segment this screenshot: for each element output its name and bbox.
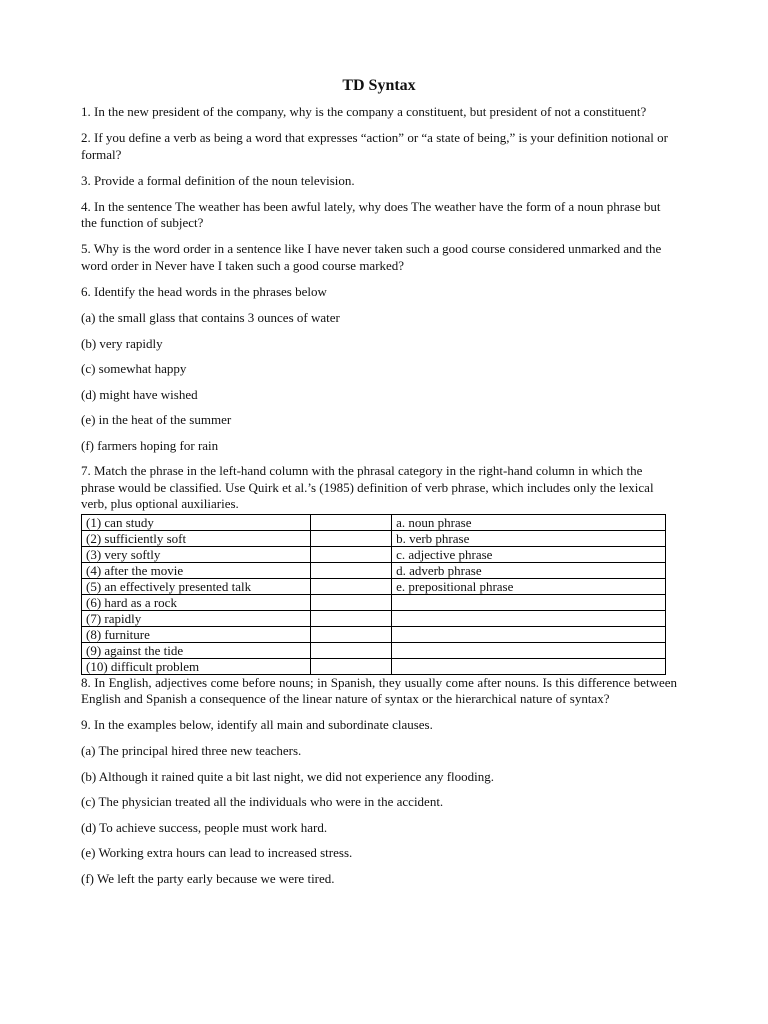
question-9-item-b: (b) Although it rained quite a bit last night, we did not experience any flooding. <box>81 768 495 784</box>
question-9-prompt: 9. In the examples below, identify all main and subordinate clauses. <box>81 717 433 733</box>
question-6-item-b: (b) very rapidly <box>81 335 163 351</box>
answer-cell <box>310 514 391 530</box>
answer-cell <box>310 610 391 626</box>
table-row <box>82 578 666 594</box>
table-row <box>82 530 666 546</box>
category-cell: a. noun phrase <box>392 514 666 530</box>
table-row <box>82 626 666 642</box>
answer-cell <box>310 562 391 578</box>
table-row <box>82 562 666 578</box>
phrase-cell: (10) difficult problem <box>82 658 311 674</box>
question-6-item-e: (e) in the heat of the summer <box>81 412 232 428</box>
answer-cell <box>310 578 391 594</box>
answer-cell <box>310 530 391 546</box>
phrase-cell: (5) an effectively presented talk <box>82 578 311 594</box>
document-title: TD Syntax <box>342 77 416 94</box>
category-cell: c. adjective phrase <box>392 546 666 562</box>
question-5: 5. Why is the word order in a sentence like I have never taken such a good course considered unmarked and the word order in Never have I taken such a good course marked? <box>81 241 662 273</box>
question-6-item-c: (c) somewhat happy <box>81 361 187 377</box>
matching-table <box>81 514 666 675</box>
question-9-item-f: (f) We left the party early because we were tired. <box>81 870 335 886</box>
category-cell: b. verb phrase <box>392 530 666 546</box>
question-6-item-f: (f) farmers hoping for rain <box>81 437 219 453</box>
category-cell <box>392 610 666 626</box>
phrase-cell: (3) very softly <box>82 546 311 562</box>
category-cell <box>392 658 666 674</box>
answer-cell <box>310 642 391 658</box>
phrase-cell: (6) hard as a rock <box>82 594 311 610</box>
category-cell <box>392 642 666 658</box>
question-9-item-c: (c) The physician treated all the individuals who were in the accident. <box>81 794 444 810</box>
table-row <box>82 642 666 658</box>
table-row <box>82 610 666 626</box>
question-9-item-e: (e) Working extra hours can lead to increased stress. <box>81 845 353 861</box>
phrase-cell: (4) after the movie <box>82 562 311 578</box>
category-cell: e. prepositional phrase <box>392 578 666 594</box>
document-page <box>81 76 677 896</box>
phrase-cell: (1) can study <box>82 514 311 530</box>
phrase-cell: (2) sufficiently soft <box>82 530 311 546</box>
answer-cell <box>310 546 391 562</box>
question-7-prompt: 7. Match the phrase in the left-hand column with the phrasal category in the right-hand column in which the phrase would be classified. Use Quirk et al.’s (1985) definition of verb phrase, which includes only the lexical verb, plus optional auxiliaries. <box>81 463 654 512</box>
question-3: 3. Provide a formal definition of the noun television. <box>81 172 355 188</box>
answer-cell <box>310 658 391 674</box>
phrase-cell: (7) rapidly <box>82 610 311 626</box>
table-row <box>82 546 666 562</box>
table-row <box>82 514 666 530</box>
question-6-item-d: (d) might have wished <box>81 386 198 402</box>
question-6-prompt: 6. Identify the head words in the phrases below <box>81 283 327 299</box>
question-8: 8. In English, adjectives come before nouns; in Spanish, they usually come after nouns. Is this difference between English and Spanish a consequence of the linear nature of syntax or the hierarchical nature of syntax? <box>81 674 677 707</box>
question-1: 1. In the new president of the company, why is the company a constituent, but president of not a constituent? <box>81 104 647 119</box>
table-row <box>82 658 666 674</box>
category-cell <box>392 626 666 642</box>
phrase-cell: (8) furniture <box>82 626 311 642</box>
question-9-item-d: (d) To achieve success, people must work hard. <box>81 819 328 835</box>
question-4: 4. In the sentence The weather has been awful lately, why does The weather have the form of a noun phrase but the function of subject? <box>81 198 661 231</box>
question-9-item-a: (a) The principal hired three new teachers. <box>81 743 302 759</box>
phrase-cell: (9) against the tide <box>82 642 311 658</box>
table-row <box>82 594 666 610</box>
question-6-item-a: (a) the small glass that contains 3 ounces of water <box>81 310 340 326</box>
category-cell: d. adverb phrase <box>392 562 666 578</box>
answer-cell <box>310 626 391 642</box>
answer-cell <box>310 594 391 610</box>
question-2: 2. If you define a verb as being a word that expresses “action” or “a state of being,” is your definition notional or formal? <box>81 130 668 162</box>
category-cell <box>392 594 666 610</box>
